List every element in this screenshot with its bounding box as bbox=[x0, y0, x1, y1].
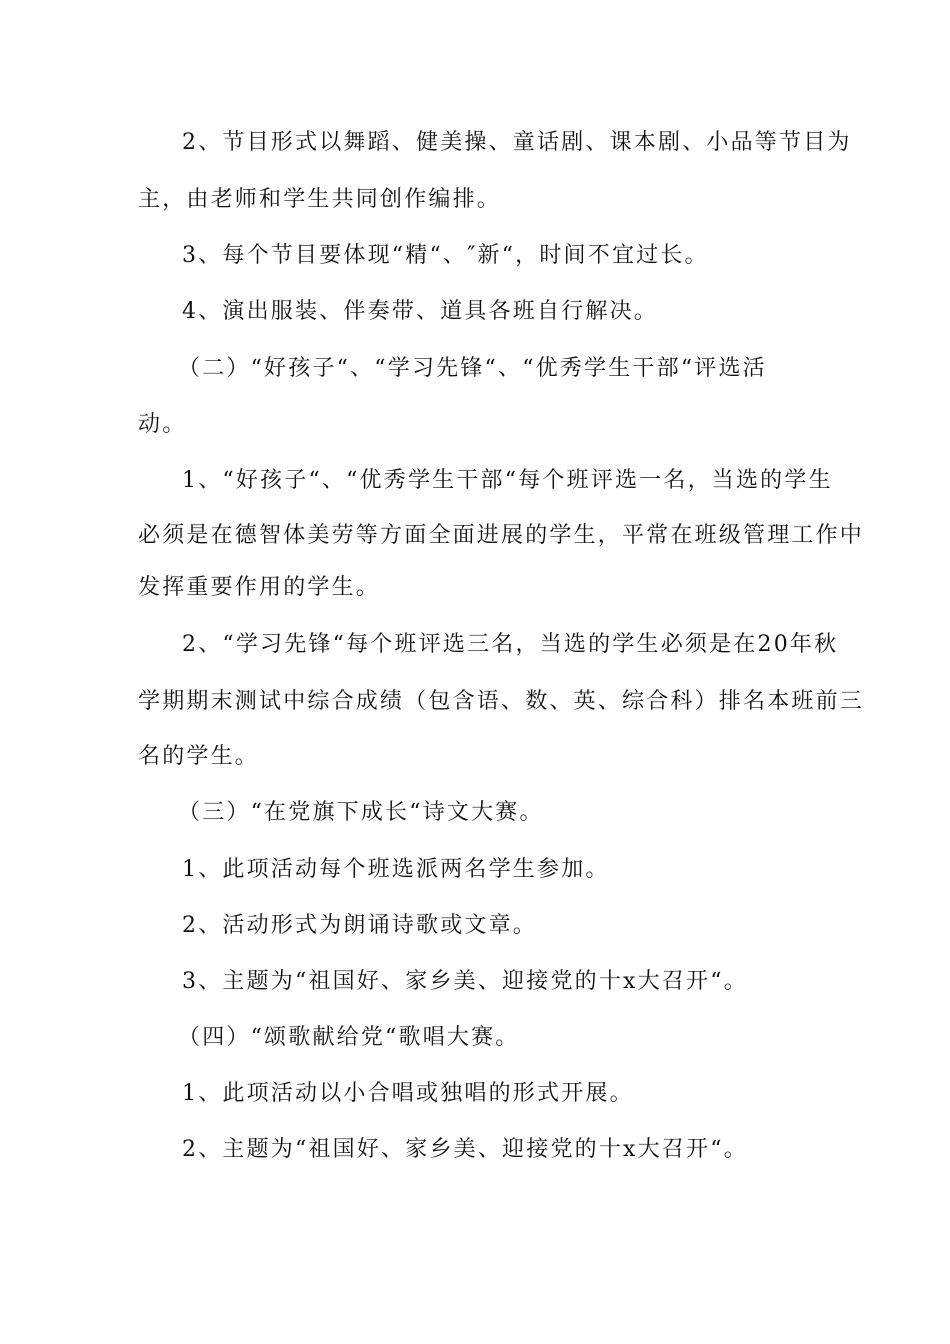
paragraph-line: 2、节目形式以舞蹈、健美操、童话剧、课本剧、小品等节目为 bbox=[182, 130, 852, 155]
paragraph-line: 发挥重要作用的学生。 bbox=[138, 575, 381, 600]
paragraph-line: 2、“学习先锋“每个班评选三名，当选的学生必须是在20年秋 bbox=[182, 632, 839, 657]
paragraph-line: 学期期末测试中综合成绩（包含语、数、英、综合科）排名本班前三 bbox=[138, 689, 865, 714]
section-heading-line: （三）“在党旗下成长“诗文大赛。 bbox=[178, 800, 544, 825]
paragraph-line: 主，由老师和学生共同创作编排。 bbox=[138, 187, 502, 212]
paragraph-line: 2、活动形式为朗诵诗歌或文章。 bbox=[182, 913, 537, 938]
section-heading-line: （二）“好孩子“、“学习先锋“、“优秀学生干部“评选活 bbox=[178, 356, 767, 381]
paragraph-line: 名的学生。 bbox=[138, 744, 260, 769]
section-heading-line: （四）“颂歌献给党“歌唱大赛。 bbox=[178, 1025, 520, 1050]
paragraph-line: 1、“好孩子“、“优秀学生干部“每个班评选一名，当选的学生 bbox=[182, 468, 833, 493]
paragraph-line: 1、此项活动以小合唱或独唱的形式开展。 bbox=[182, 1081, 634, 1106]
paragraph-line: 1、此项活动每个班选派两名学生参加。 bbox=[182, 857, 610, 882]
paragraph-line: 必须是在德智体美劳等方面全面进展的学生，平常在班级管理工作中 bbox=[138, 523, 865, 548]
paragraph-line: 3、主题为“祖国好、家乡美、迎接党的十x大召开“。 bbox=[182, 969, 748, 994]
paragraph-line: 动。 bbox=[138, 412, 187, 437]
paragraph-line: 3、每个节目要体现“精“、″新“，时间不宜过长。 bbox=[182, 243, 709, 268]
paragraph-line: 2、主题为“祖国好、家乡美、迎接党的十x大召开“。 bbox=[182, 1137, 748, 1162]
paragraph-line: 4、演出服装、伴奏带、道具各班自行解决。 bbox=[182, 299, 658, 324]
